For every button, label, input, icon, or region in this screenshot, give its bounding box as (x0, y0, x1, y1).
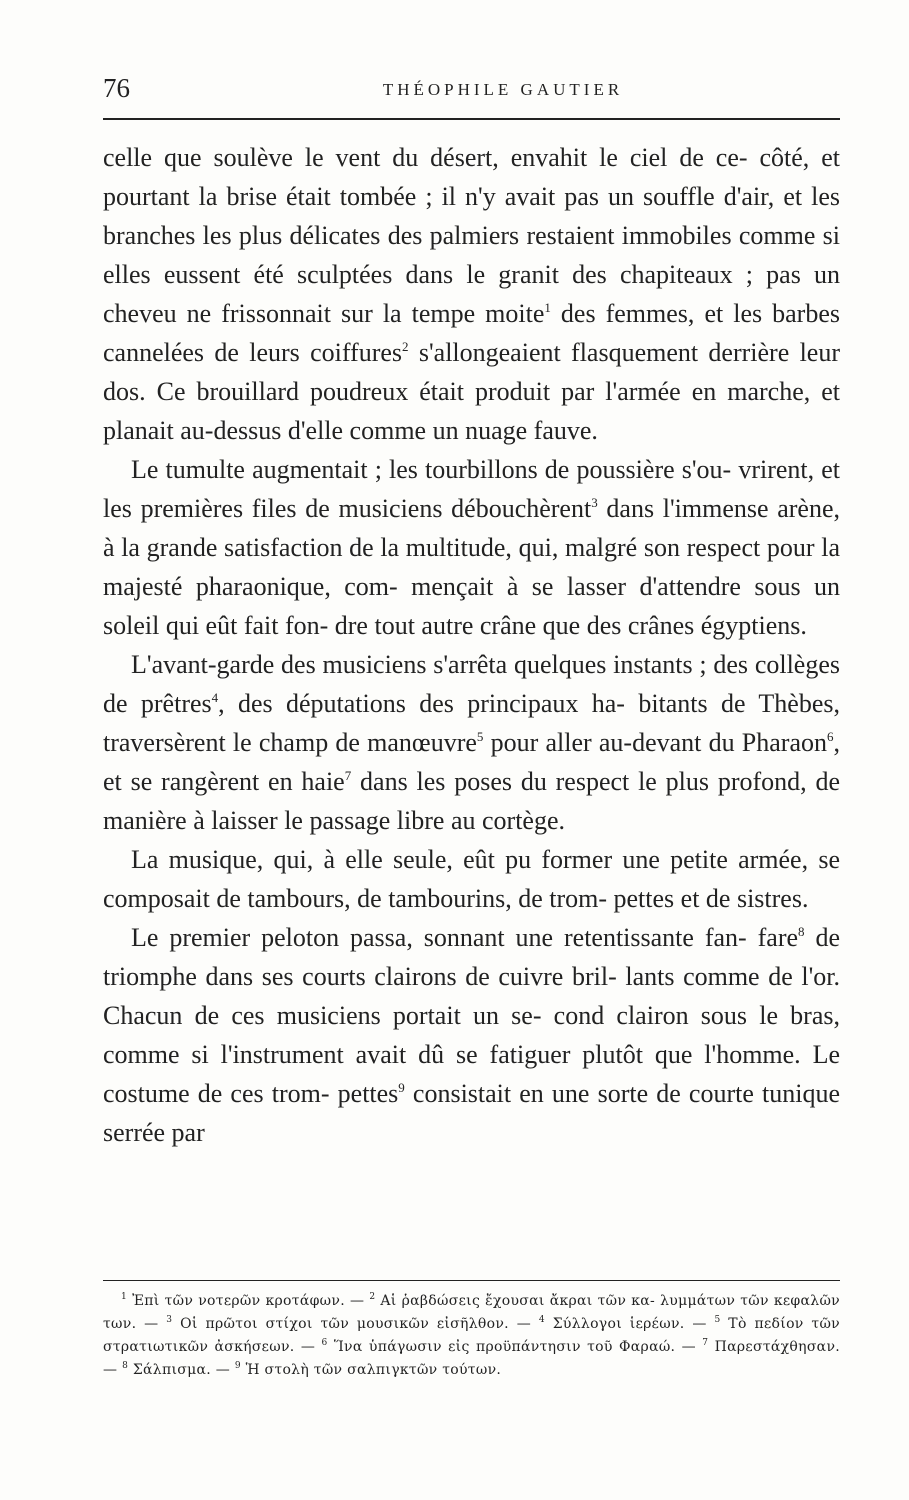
text-run: La musique, qui, à elle seule, eût pu former une petite armée, se composait de tambours, de tambourins, de trom- pettes et de sistres. (103, 845, 840, 913)
text-run: pour aller au-devant du Pharaon (483, 728, 828, 757)
footnote-marker: 2 (402, 339, 409, 354)
footnote-number: 8 (122, 1361, 129, 1371)
footnote-marker: 7 (344, 768, 352, 783)
footnote-marker: 8 (798, 924, 805, 939)
footnote-number: 7 (702, 1338, 709, 1348)
paragraph (103, 645, 840, 840)
footnote-text: Ἐπὶ τῶν νοτερῶν κροτάφων. — (127, 1293, 370, 1309)
paragraph (103, 450, 840, 645)
running-head: THÉOPHILE GAUTIER (382, 80, 624, 99)
footnote-marker: 3 (591, 495, 598, 510)
footnote-text: Ἵνα ὑπάγωσιν εἰς προϋπάντησιν τοῦ Φαραώ. — (327, 1339, 703, 1355)
footnote-number: 2 (369, 1292, 376, 1302)
footnote-rule (103, 1280, 840, 1281)
footnote-text: Τὸ πεδίον τῶν στρατιωτικῶν ἀσκήσεων. — (103, 1316, 840, 1355)
text-run: celle que soulève le vent du désert, envahit le ciel de ce- côté, et pourtant la brise était tombée ; il n'y avait pas un souffle d'air, et les branches les plus délicates des palmiers restaient immobiles comme si elles eussent été sculptées dans le granit des chapiteaux ; pas un cheveu ne frissonnait sur la tempe moite (103, 143, 840, 328)
footnote-text: Σάλπισμα. — (128, 1362, 235, 1378)
footnote-text: Σύλλογοι ἱερέων. — (544, 1316, 715, 1332)
paragraph (103, 840, 840, 918)
text-run: de triomphe dans ses courts clairons de cuivre bril- lants comme de l'or. Chacun de ces musiciens portait un se- cond clairon sous le bras, comme si l'instrument avait dû se fatiguer plutôt que l'homme. Le costume de ces trom- pettes (103, 923, 840, 1108)
footnote-marker: 5 (476, 729, 484, 744)
text-run: des femmes, et les barbes cannelées de leurs coiffures (103, 299, 841, 367)
body-text (103, 138, 840, 1152)
text-run: , et se rangèrent en haie (103, 728, 841, 796)
footnote-text: Ἡ στολὴ τῶν σαλπιγκτῶν τούτων. (240, 1362, 502, 1378)
text-run: L'avant-garde des musiciens s'arrêta quelques instants ; des collèges de prêtres (103, 650, 840, 718)
footnote-text: Παρεστάχθησαν. — (103, 1339, 840, 1378)
footnote-number: 1 (121, 1292, 128, 1302)
footnote-text: Αἱ ῥαβδώσεις ἔχουσαι ἄκραι τῶν κα- λυμμάτων τῶν κεφαλῶν των. — (103, 1293, 840, 1332)
page-number: 76 (103, 73, 130, 103)
footnote-number: 3 (166, 1315, 173, 1325)
footnote-paragraph (103, 1290, 840, 1382)
text-run: , des députations des principaux ha- bitants de Thèbes, traversèrent le champ de manœuvre (103, 689, 840, 757)
text-run: dans les poses du respect le plus profond, de manière à laisser le passage libre au cortège. (103, 767, 840, 835)
page-header (103, 72, 840, 112)
paragraph (103, 918, 840, 1152)
text-run: s'allongeaient flasquement derrière leur dos. Ce brouillard poudreux était produit par l'armée en marche, et planait au-dessus d'elle comme un nuage fauve. (103, 338, 840, 445)
footnote-number: 6 (321, 1338, 328, 1348)
text-run: Le tumulte augmentait ; les tourbillons de poussière s'ou- vrirent, et les premières files de musiciens débouchèrent (103, 455, 840, 523)
footnote-text: Οἱ πρῶτοι στίχοι τῶν μουσικῶν εἰσῆλθον. — (172, 1316, 539, 1332)
footnotes (103, 1290, 840, 1382)
paragraph (103, 138, 840, 450)
footnote-marker: 4 (211, 690, 219, 705)
text-run: Le premier peloton passa, sonnant une retentissante fan- fare (131, 923, 799, 952)
footnote-marker: 9 (398, 1080, 405, 1095)
footnote-marker: 1 (544, 300, 551, 315)
footnote-number: 4 (538, 1315, 545, 1325)
text-run: consistait en une sorte de courte tunique serrée par (103, 1079, 840, 1147)
header-rule (103, 118, 840, 120)
footnote-number: 5 (714, 1315, 721, 1325)
footnote-number: 9 (234, 1361, 241, 1371)
footnote-marker: 6 (827, 729, 834, 744)
text-run: dans l'immense arène, à la grande satisfaction de la multitude, qui, malgré son respect pour la majesté pharaonique, com- mençait à se lasser d'attendre sous un soleil qui eût fait fon- dre tout autre crâne que des crânes égyptiens. (103, 494, 841, 640)
